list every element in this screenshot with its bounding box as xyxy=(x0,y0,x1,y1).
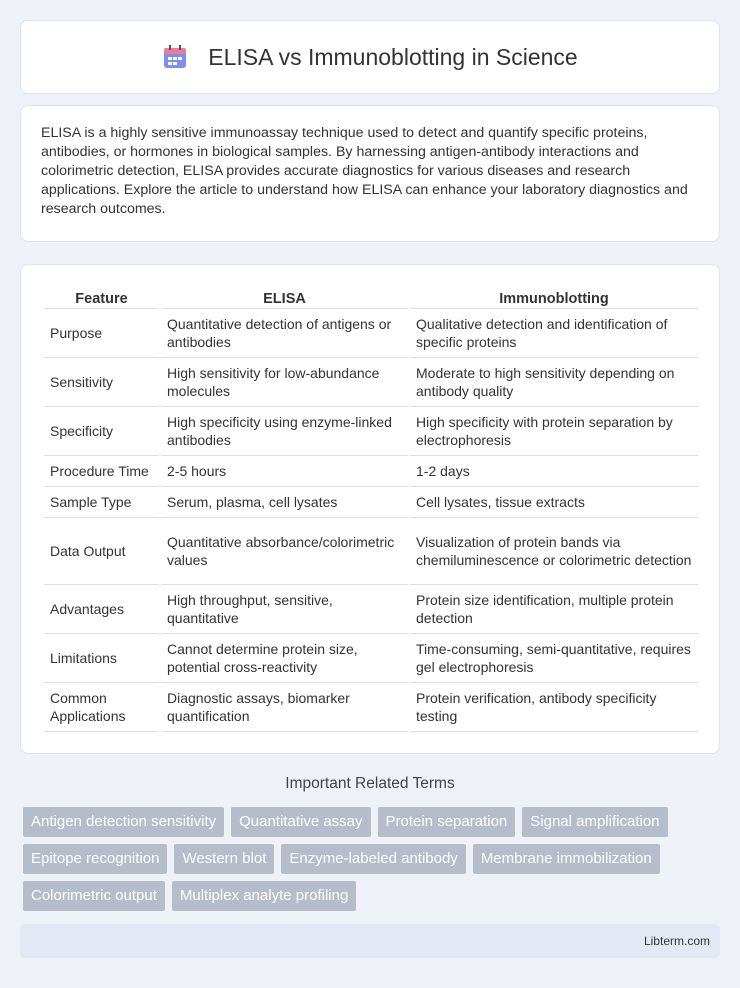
immunoblotting-cell: Cell lysates, tissue extracts xyxy=(410,487,698,518)
term-tag[interactable]: Epitope recognition xyxy=(23,844,167,874)
table-row xyxy=(44,487,698,518)
term-tag[interactable]: Western blot xyxy=(174,844,274,874)
comparison-table-card xyxy=(20,264,720,754)
elisa-cell: Serum, plasma, cell lysates xyxy=(161,487,408,518)
feature-cell: Procedure Time xyxy=(44,456,159,487)
term-tag[interactable]: Protein separation xyxy=(378,807,516,837)
elisa-cell: 2-5 hours xyxy=(161,456,408,487)
calendar-icon xyxy=(162,44,188,70)
immunoblotting-cell: Visualization of protein bands via chemiluminescence or colorimetric detection xyxy=(410,518,698,585)
table-row xyxy=(44,358,698,407)
elisa-cell: High throughput, sensitive, quantitative xyxy=(161,585,408,634)
header-card xyxy=(20,20,720,94)
table-row xyxy=(44,456,698,487)
term-tag[interactable]: Multiplex analyte profiling xyxy=(172,881,356,911)
term-tag[interactable]: Quantitative assay xyxy=(231,807,370,837)
footer xyxy=(20,924,720,958)
immunoblotting-cell: Moderate to high sensitivity depending on antibody quality xyxy=(410,358,698,407)
intro-paragraph: ELISA is a highly sensitive immunoassay technique used to detect and quantify specific proteins, antibodies, or hormones in biological samples. By harnessing antigen-antibody interactions and colorimetric detection, ELISA provides accurate diagnostics for various diseases and research applications. Explore the article to understand how ELISA can enhance your laboratory diagnostics and research outcomes. xyxy=(20,105,720,242)
feature-cell: Specificity xyxy=(44,407,159,456)
column-header: ELISA xyxy=(161,285,408,309)
table-row xyxy=(44,585,698,634)
table-row xyxy=(44,407,698,456)
feature-cell: Sample Type xyxy=(44,487,159,518)
immunoblotting-cell: 1-2 days xyxy=(410,456,698,487)
page-title: ELISA vs Immunoblotting in Science xyxy=(208,43,578,70)
term-tag[interactable]: Signal amplification xyxy=(522,807,667,837)
feature-cell: Sensitivity xyxy=(44,358,159,407)
elisa-cell: Quantitative detection of antigens or antibodies xyxy=(161,309,408,358)
elisa-cell: Cannot determine protein size, potential cross-reactivity xyxy=(161,634,408,683)
feature-cell: Advantages xyxy=(44,585,159,634)
immunoblotting-cell: Protein size identification, multiple protein detection xyxy=(410,585,698,634)
column-header: Feature xyxy=(44,285,159,309)
table-row xyxy=(44,634,698,683)
immunoblotting-cell: Protein verification, antibody specificity testing xyxy=(410,683,698,732)
term-tag[interactable]: Colorimetric output xyxy=(23,881,165,911)
feature-cell: Data Output xyxy=(44,518,159,585)
immunoblotting-cell: High specificity with protein separation by electrophoresis xyxy=(410,407,698,456)
related-terms-list xyxy=(23,807,723,918)
immunoblotting-cell: Time-consuming, semi-quantitative, requires gel electrophoresis xyxy=(410,634,698,683)
term-tag[interactable]: Antigen detection sensitivity xyxy=(23,807,224,837)
table-row xyxy=(44,518,698,585)
footer-site-link[interactable]: Libterm.com xyxy=(643,934,710,948)
comparison-table xyxy=(42,285,700,732)
feature-cell: Purpose xyxy=(44,309,159,358)
term-tag[interactable]: Membrane immobilization xyxy=(473,844,660,874)
elisa-cell: Diagnostic assays, biomarker quantification xyxy=(161,683,408,732)
feature-cell: Limitations xyxy=(44,634,159,683)
feature-cell: Common Applications xyxy=(44,683,159,732)
elisa-cell: High sensitivity for low-abundance molecules xyxy=(161,358,408,407)
elisa-cell: Quantitative absorbance/colorimetric values xyxy=(161,518,408,585)
related-terms-title: Important Related Terms xyxy=(285,775,455,792)
elisa-cell: High specificity using enzyme-linked antibodies xyxy=(161,407,408,456)
term-tag[interactable]: Enzyme-labeled antibody xyxy=(281,844,465,874)
table-row xyxy=(44,683,698,732)
immunoblotting-cell: Qualitative detection and identification of specific proteins xyxy=(410,309,698,358)
column-header: Immunoblotting xyxy=(410,285,698,309)
table-row xyxy=(44,309,698,358)
